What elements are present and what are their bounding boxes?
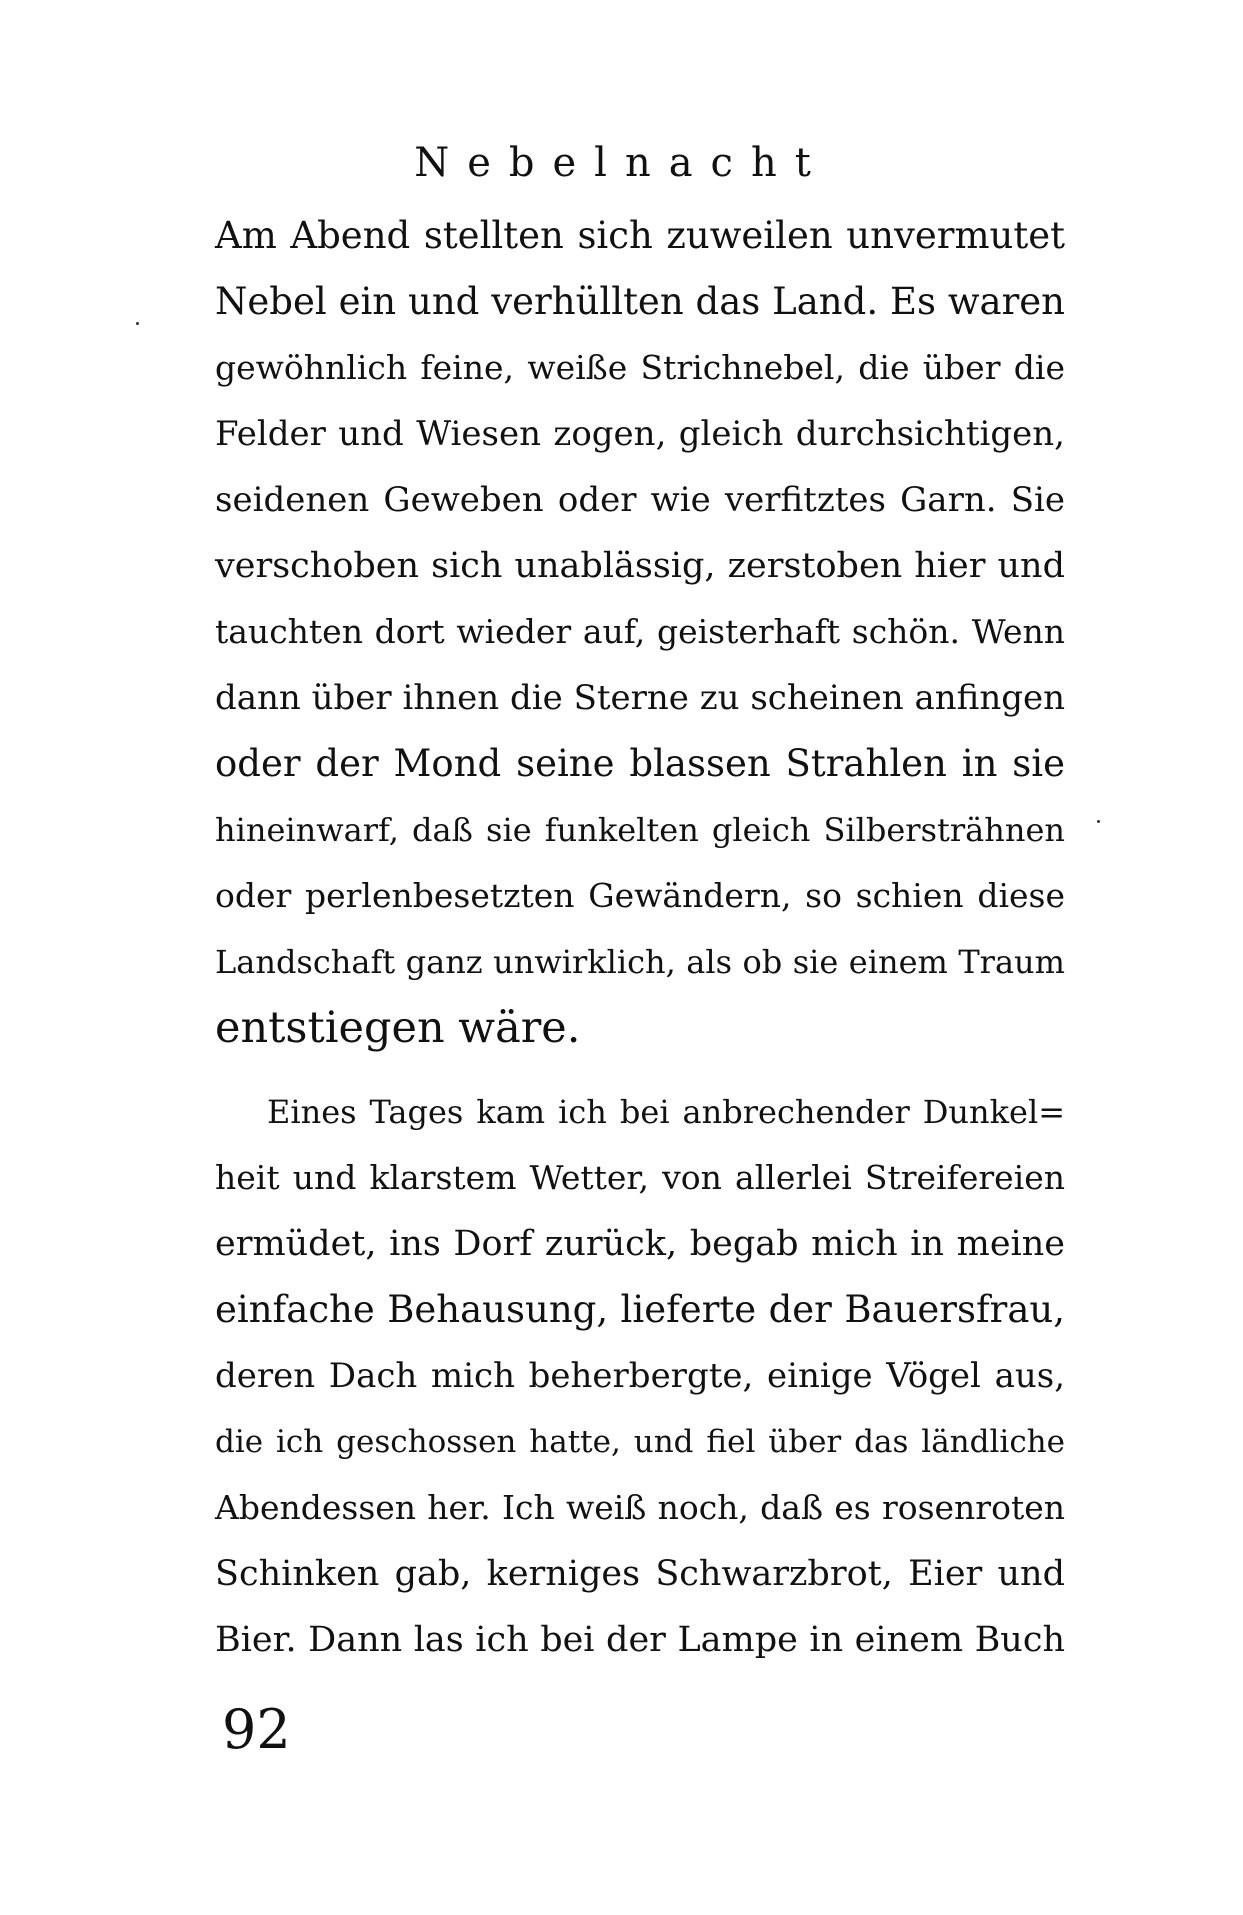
text-line: oder der Mond seine blassen Strahlen in sie bbox=[215, 742, 1065, 785]
running-head: Nebelnacht bbox=[414, 140, 829, 186]
text-line: Felder und Wiesen zogen, gleich durchsichtigen, bbox=[215, 414, 1065, 454]
text-line: oder perlenbesetzten Gewändern, so schien diese bbox=[215, 876, 1065, 915]
text-line: heit und klarstem Wetter, von allerlei Streifereien bbox=[215, 1158, 1065, 1197]
text-line: entstiegen wäre. bbox=[215, 1003, 581, 1053]
text-line: verschoben sich unablässig, zerstoben hier und bbox=[215, 546, 1065, 586]
text-line: Bier. Dann las ich bei der Lampe in einem Buch bbox=[215, 1620, 1065, 1660]
text-line: Landschaft ganz unwirklich, als ob sie einem Traum bbox=[215, 943, 1065, 981]
text-line: ermüdet, ins Dorf zurück, begab mich in meine bbox=[215, 1224, 1065, 1264]
text-line: Schinken gab, kerniges Schwarzbrot, Eier und bbox=[215, 1554, 1065, 1594]
paragraph-2 bbox=[215, 1079, 1065, 1673]
paper-speck bbox=[136, 322, 139, 325]
body-text bbox=[215, 203, 1065, 1673]
text-line: die ich geschossen hatte, und fiel über das ländliche bbox=[215, 1424, 1065, 1460]
paragraph-gap bbox=[215, 1061, 1065, 1079]
text-line: tauchten dort wieder auf, geisterhaft schön. Wenn bbox=[215, 612, 1065, 651]
text-line: gewöhnlich feine, weiße Strichnebel, die über die bbox=[215, 348, 1065, 387]
text-line: hineinwarf, daß sie funkelten gleich Silbersträhnen bbox=[215, 811, 1065, 849]
paper-speck bbox=[1097, 820, 1100, 823]
paragraph-1 bbox=[215, 203, 1065, 1061]
text-line: einfache Behausung, lieferte der Bauersfrau, bbox=[215, 1288, 1065, 1331]
text-line: dann über ihnen die Sterne zu scheinen anfingen bbox=[215, 678, 1065, 718]
text-line: seidenen Geweben oder wie verfitztes Garn. Sie bbox=[215, 480, 1065, 520]
page-number: 92 bbox=[222, 1698, 291, 1761]
text-line: deren Dach mich beherbergte, einige Vögel aus, bbox=[215, 1356, 1065, 1396]
text-line: Eines Tages kam ich bei anbrechender Dunkel= bbox=[267, 1093, 1065, 1131]
text-line: Nebel ein und verhüllten das Land. Es waren bbox=[215, 280, 1065, 323]
text-line: Am Abend stellten sich zuweilen unvermutet bbox=[215, 214, 1065, 257]
text-line: Abendessen her. Ich weiß noch, daß es rosenroten bbox=[215, 1488, 1065, 1527]
